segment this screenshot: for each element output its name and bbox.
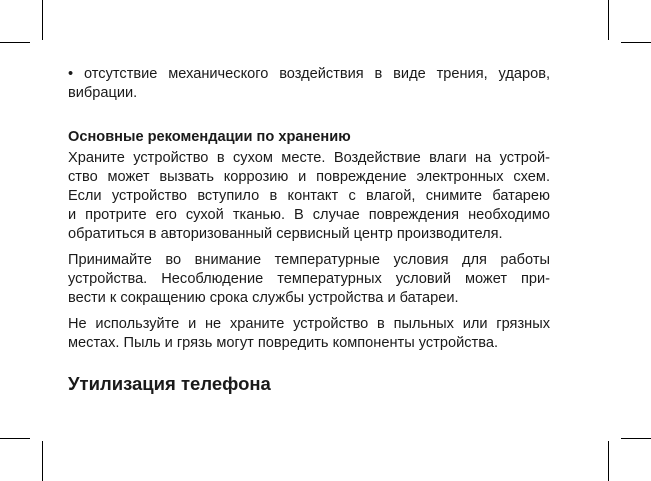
paragraph-line: обратиться в авторизованный сервисный центр производителя. xyxy=(68,226,503,243)
storage-paragraph-moisture xyxy=(68,149,550,245)
paragraph-line: местах. Пыль и грязь могут повредить компоненты устройства. xyxy=(68,335,498,352)
crop-mark-bottom-right-vertical xyxy=(608,441,609,481)
intro-line: вибрации. xyxy=(68,85,138,102)
paragraph-line: Принимайте во внимание температурные условия для работы xyxy=(68,252,550,268)
crop-mark-top-right-vertical xyxy=(608,0,609,40)
storage-paragraph-dust xyxy=(68,315,550,353)
paragraph-line: Не используйте и не храните устройство в пыльных или грязных xyxy=(68,316,550,333)
intro-line: • отсутствие механического воздействия в виде трения, ударов, xyxy=(68,66,550,82)
crop-mark-top-left-vertical xyxy=(42,0,43,40)
storage-paragraph-temperature xyxy=(68,251,550,309)
crop-mark-bottom-left-vertical xyxy=(42,441,43,481)
storage-heading: Основные рекомендации по хранению xyxy=(68,129,351,146)
paragraph-line: ство может вызвать коррозию и повреждение электронных схем. xyxy=(68,168,550,185)
crop-mark-top-right-horizontal xyxy=(621,42,651,43)
crop-mark-top-left-horizontal xyxy=(0,42,30,43)
paragraph-line: Если устройство вступило в контакт с влагой, снимите батарею xyxy=(68,187,550,204)
intro-paragraph xyxy=(68,65,550,103)
paragraph-line: вести к сокращению срока службы устройства и батареи. xyxy=(68,290,459,307)
crop-mark-bottom-right-horizontal xyxy=(621,438,651,439)
disposal-section-title: Утилизация телефона xyxy=(68,373,271,395)
paragraph-line: Храните устройство в сухом месте. Воздействие влаги на устрой- xyxy=(68,149,550,166)
page-content xyxy=(68,65,550,396)
crop-mark-bottom-left-horizontal xyxy=(0,438,30,439)
paragraph-line: устройства. Несоблюдение температурных условий может при- xyxy=(68,271,550,288)
paragraph-line: и протрите его сухой тканью. В случае повреждения необходимо xyxy=(68,207,550,224)
